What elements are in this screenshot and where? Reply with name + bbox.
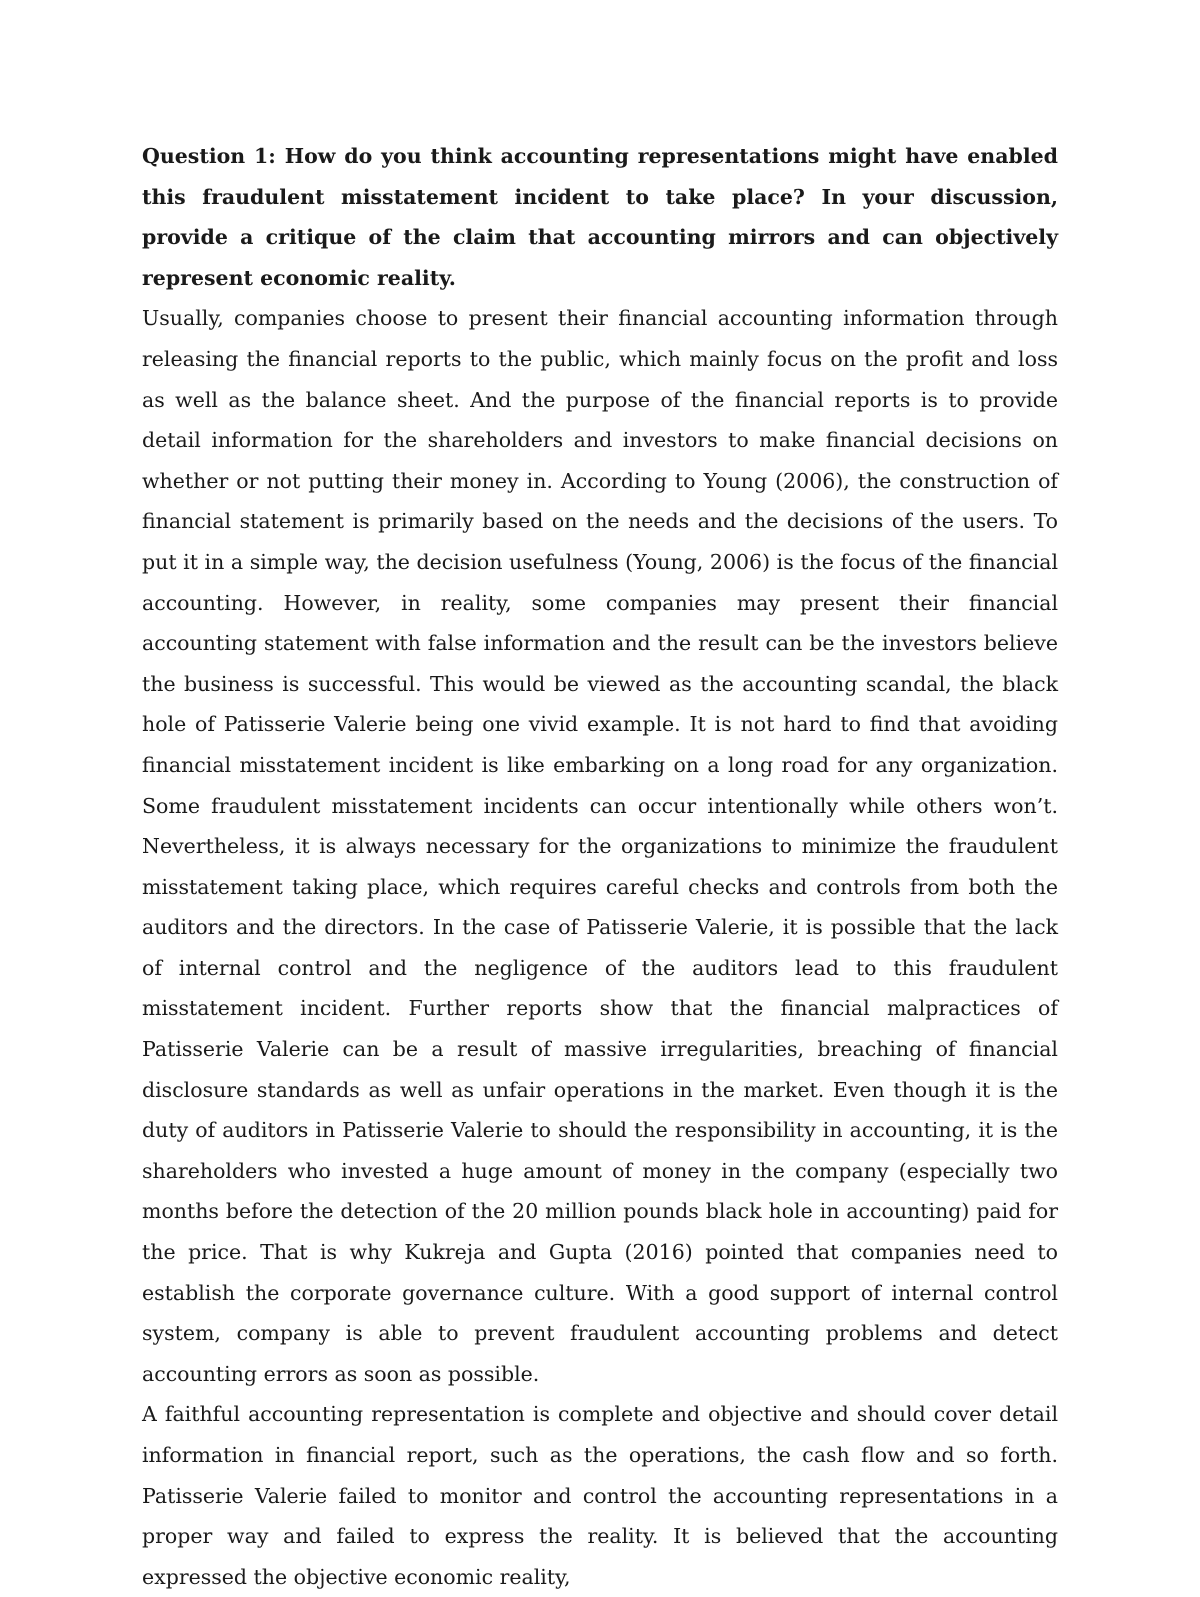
body-paragraph-1: Usually, companies choose to present their financial accounting information through releasing the financial reports to the public, which mainly focus on the profit and loss as well as the balance sheet. And the purpose of the financial reports is to provide detail information for the shareholders and investors to make financial decisions on whether or not putting their money in. According to Young (2006), the construction of financial statement is primarily based on the needs and the decisions of the users. To put it in a simple way, the decision usefulness (Young, 2006) is the focus of the financial accounting. However, in reality, some companies may present their financial accounting statement with false information and the result can be the investors believe the business is successful. This would be viewed as the accounting scandal, the black hole of Patisserie Valerie being one vivid example. It is not hard to find that avoiding financial misstatement incident is like embarking on a long road for any organization. Some fraudulent misstatement incidents can occur intentionally while others won’t. Nevertheless, it is always necessary for the organizations to minimize the fraudulent misstatement taking place, which requires careful checks and controls from both the auditors and the directors. In the case of Patisserie Valerie, it is possible that the lack of internal control and the negligence of the auditors lead to this fraudulent misstatement incident. Further reports show that the financial malpractices of Patisserie Valerie can be a result of massive irregularities, breaching of financial disclosure standards as well as unfair operations in the market. Even though it is the duty of auditors in Patisserie Valerie to should the responsibility in accounting, it is the shareholders who invested a huge amount of money in the company (especially two months before the detection of the 20 million pounds black hole in accounting) paid for the price. That is why Kukreja and Gupta (2016) pointed that companies need to establish the corporate governance culture. With a good support of internal control system, company is able to prevent fraudulent accounting problems and detect accounting errors as soon as possible. xyxy=(142,306,1058,1386)
question-heading: Question 1: How do you think accounting representations might have enabled this fraudulent misstatement incident to take place? In your discussion, provide a critique of the claim that accounting mirrors and can objectively represent economic reality. xyxy=(142,144,1058,290)
document-page xyxy=(142,136,1058,1597)
body-paragraph-2: A faithful accounting representation is complete and objective and should cover detail information in financial report, such as the operations, the cash flow and so forth. Patisserie Valerie failed to monitor and control the accounting representations in a proper way and failed to express the reality. It is believed that the accounting expressed the objective economic reality, xyxy=(142,1402,1058,1589)
